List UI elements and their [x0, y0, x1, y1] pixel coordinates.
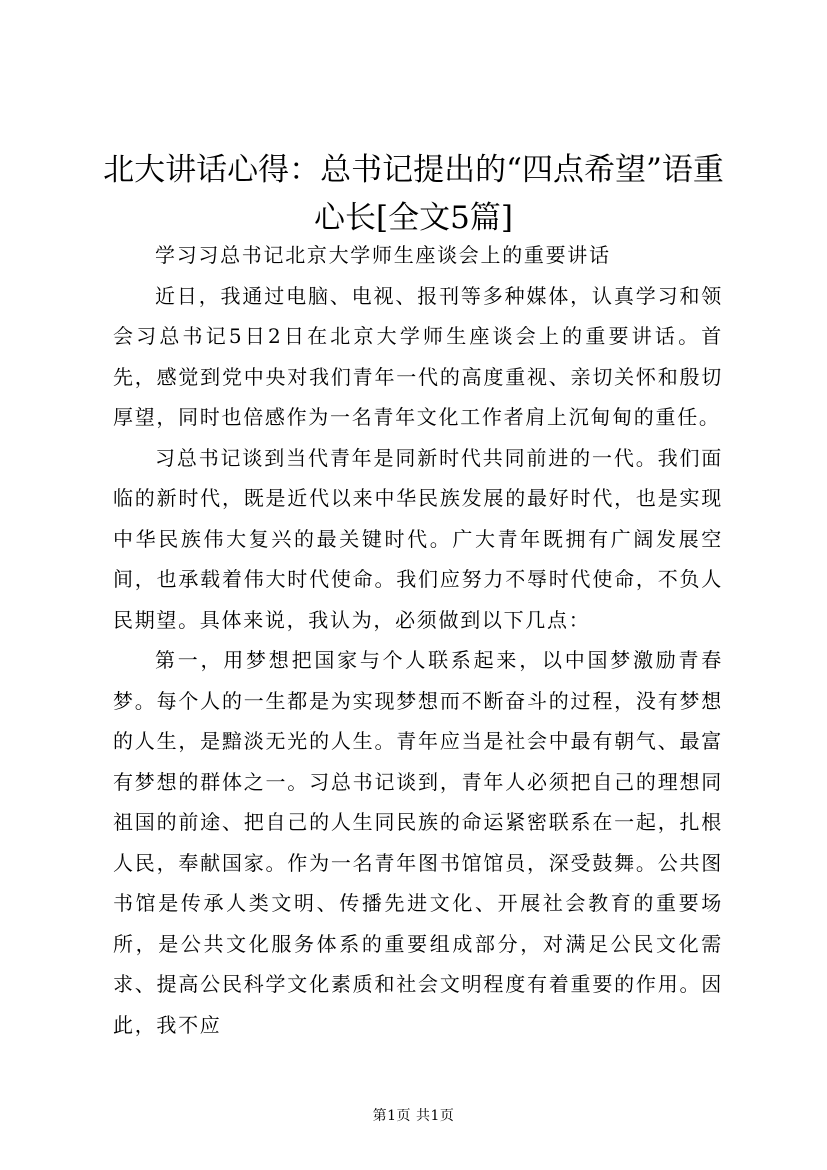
document-body: [113, 235, 723, 1045]
document-title: 北大讲话心得：总书记提出的“四点希望”语重心长[全文5篇]: [103, 152, 724, 236]
paragraph-3: 第一，用梦想把国家与个人联系起来，以中国梦激励青春梦。每个人的一生都是为实现梦想而不断奋斗的过程，没有梦想的人生，是黯淡无光的人生。青年应当是社会中最有朝气、最富有梦想的群体之一。习总书记谈到，青年人必须把自己的理想同祖国的前途、把自己的人生同民族的命运紧密联系在一起，扎根人民，奉献国家。作为一名青年图书馆馆员，深受鼓舞。公共图书馆是传承人类文明、传播先进文化、开展社会教育的重要场所，是公共文化服务体系的重要组成部分，对满足公民文化需求、提高公民科学文化素质和社会文明程度有着重要的作用。因此，我不应: [113, 648, 723, 1037]
paragraph-2: 习总书记谈到当代青年是同新时代共同前进的一代。我们面临的新时代，既是近代以来中华民族发展的最好时代，也是实现中华民族伟大复兴的最关键时代。广大青年既拥有广阔发展空间，也承载着伟大时代使命。我们应努力不辱时代使命，不负人民期望。具体来说，我认为，必须做到以下几点：: [113, 445, 723, 632]
paragraph-1: 近日，我通过电脑、电视、报刊等多种媒体，认真学习和领会习总书记5日2日在北京大学师生座谈会上的重要讲话。首先，感觉到党中央对我们青年一代的高度重视、亲切关怀和殷切厚望，同时也倍感作为一名青年文化工作者肩上沉甸甸的重任。: [113, 283, 723, 429]
paragraph-subtitle: 学习习总书记北京大学师生座谈会上的重要讲话: [155, 243, 611, 267]
page-footer: 第1页 共1页: [372, 1108, 455, 1124]
